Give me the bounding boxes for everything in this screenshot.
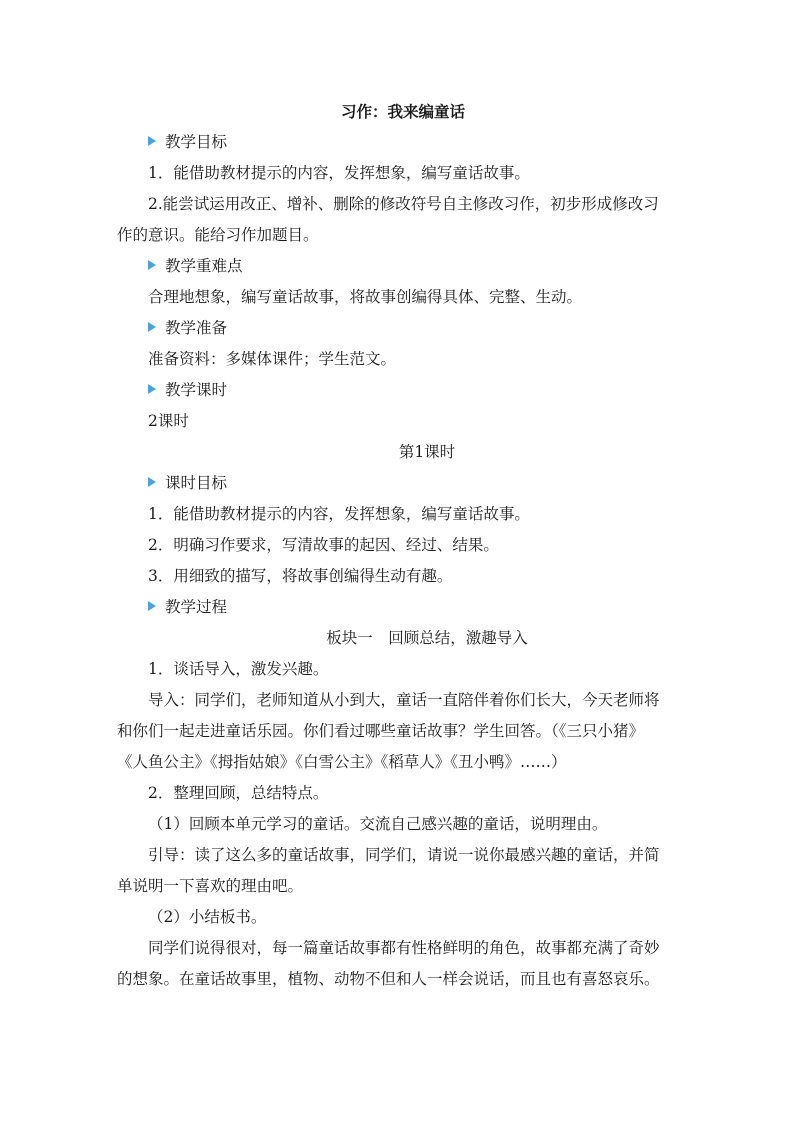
paragraph: 作的意识。能给习作加题目。: [117, 226, 319, 244]
triangle-bullet-icon: [148, 260, 156, 270]
document-title: 习作：我来编童话: [340, 102, 465, 121]
paragraph: 1．能借助教材提示的内容，发挥想象，编写童话故事。: [148, 164, 530, 182]
section-heading-lesson-goals: [117, 468, 677, 499]
paragraph: 2.能尝试运用改正、增补、删除的修改符号自主修改习作，初步形成修改习: [148, 195, 659, 213]
section-heading-label: 教学目标: [165, 133, 228, 151]
section-heading-label: 课时目标: [165, 474, 228, 492]
paragraph: 单说明一下喜欢的理由吧。: [117, 877, 304, 895]
paragraph: 合理地想象，编写童话故事，将故事创编得具体、完整、生动。: [148, 288, 583, 306]
paragraph: 的想象。在童话故事里，植物、动物不但和人一样会说话，而且也有喜怒哀乐。: [117, 970, 660, 988]
paragraph: 《人鱼公主》《拇指姑娘》《白雪公主》《稻草人》《丑小鸭》……）: [117, 753, 567, 771]
paragraph: 引导：读了这么多的童话故事，同学们，请说一说你最感兴趣的童话，并简: [148, 846, 660, 864]
section-heading-goals: [117, 127, 677, 158]
triangle-bullet-icon: [148, 384, 156, 394]
section-heading-prep: [117, 313, 677, 344]
paragraph: 2．明确习作要求，写清故事的起因、经过、结果。: [148, 536, 499, 554]
triangle-bullet-icon: [148, 136, 156, 146]
paragraph: 2课时: [148, 412, 189, 430]
section-heading-label: 教学过程: [165, 598, 228, 616]
triangle-bullet-icon: [148, 601, 156, 611]
section-heading-label: 教学课时: [165, 381, 228, 399]
paragraph: 同学们说得很对，每一篇童话故事都有性格鲜明的角色，故事都充满了奇妙: [148, 939, 660, 957]
section-heading-label: 教学重难点: [165, 257, 243, 275]
block-title: 板块一 回顾总结，激趣导入: [326, 629, 528, 647]
triangle-bullet-icon: [148, 477, 156, 487]
section-heading-hours: [117, 375, 677, 406]
document-page: [117, 96, 677, 995]
lesson-title: 第1课时: [398, 443, 456, 461]
paragraph: 导入：同学们，老师知道从小到大，童话一直陪伴着你们长大，今天老师将: [148, 691, 660, 709]
paragraph: 和你们一起走进童话乐园。你们看过哪些童话故事？学生回答。（《三只小猪》: [117, 722, 645, 740]
section-heading-key: [117, 251, 677, 282]
paragraph: 3．用细致的描写，将故事创编得生动有趣。: [148, 567, 453, 585]
paragraph: 2．整理回顾，总结特点。: [148, 784, 329, 802]
paragraph: 1．谈话导入，激发兴趣。: [148, 660, 329, 678]
section-heading-process: [117, 592, 677, 623]
paragraph: 1．能借助教材提示的内容，发挥想象，编写童话故事。: [148, 505, 530, 523]
paragraph: （1）回顾本单元学习的童话。交流自己感兴趣的童话，说明理由。: [148, 815, 608, 833]
paragraph: （2）小结板书。: [148, 908, 267, 926]
paragraph: 准备资料：多媒体课件；学生范文。: [148, 350, 397, 368]
section-heading-label: 教学准备: [165, 319, 228, 337]
triangle-bullet-icon: [148, 322, 156, 332]
